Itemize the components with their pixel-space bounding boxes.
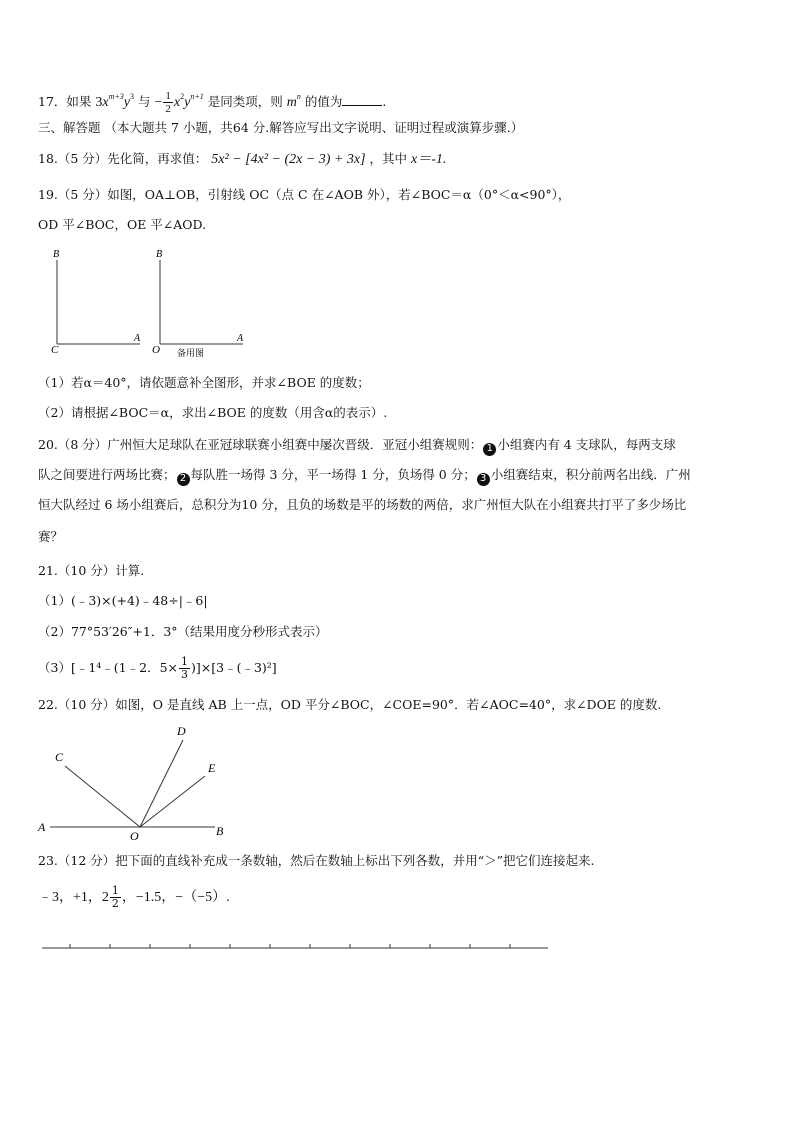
- figure-19: [40, 246, 260, 362]
- condition: x＝-1.: [411, 152, 447, 167]
- term-2: − $\frac{1}{2}$ $x^2y^{n+1}$: [154, 90, 204, 116]
- label-d: D: [177, 724, 186, 738]
- question-20-line-3: 恒大队经过 6 场小组赛后，总积分为10 分，且负的场数是平的场数的两倍，求广州恒大队在小组赛共打平了多少场比: [38, 497, 687, 512]
- label-a: A: [38, 820, 46, 834]
- question-20-line-2: 队之间要进行两场比赛； 2 每队胜一场得 3 分，平一场得 1 分，负场得 0 分； 3 小组赛结束，积分前两名出线．广州: [38, 467, 691, 484]
- label-a-2: A: [237, 333, 244, 344]
- question-19-line-2: OD 平∠BOC，OE 平∠AOD.: [38, 217, 207, 232]
- question-20-line-4: 赛？: [38, 529, 64, 544]
- label-e: E: [208, 761, 216, 775]
- label-o: O: [130, 829, 139, 840]
- question-23: 23.（12 分）把下面的直线补充成一条数轴，然后在数轴上标出下列各数，并用“＞”把它们连接起来.: [38, 853, 595, 868]
- label-b: B: [216, 824, 224, 838]
- expression: 5x² − [4x² − (2x − 3) + 3x]: [211, 152, 366, 167]
- circled-number-3-icon: 3: [477, 473, 490, 486]
- question-22: 22.（10 分）如图，O 是直线 AB 上一点，OD 平分∠BOC，∠COE=90°．若∠AOC=40°，求∠DOE 的度数.: [38, 697, 662, 712]
- question-17: 17．如果 $3x^{m+3}y^3$ 与 − $\frac{1}{2}$ $x^2y^{n+1}$ 是同类项，则 $m^n$ 的值为 .: [38, 90, 387, 116]
- label-b-1: B: [53, 249, 60, 260]
- fraction: $\frac{1}{2}$: [111, 884, 119, 910]
- question-21-sub-3: （3）[﹣1⁴﹣(1﹣2．5× $\frac{1}{3}$ )]×[3﹣(﹣3)²]: [38, 655, 277, 681]
- question-21-sub-1: （1）(﹣3)×(+4)﹣48÷|﹣6|: [38, 593, 208, 608]
- question-20-line-1: 20.（8 分）广州恒大足球队在亚冠球联赛小组赛中屡次晋级．亚冠小组赛规则： 1 小组赛内有 4 支球队，每两支球: [38, 437, 676, 454]
- number-line-ticks: [70, 944, 510, 948]
- section-heading: 三、解答题 （本大题共 7 小题，共64 分.解答应写出文字说明、证明过程或演算步骤.）: [38, 120, 524, 135]
- circled-number-1-icon: 1: [483, 443, 496, 456]
- ray-od: [140, 740, 183, 827]
- question-21-title: 21.（10 分）计算.: [38, 563, 145, 578]
- question-19-sub-1: （1）若α＝40°，请依题意补全图形，并求∠BOE 的度数；: [38, 375, 370, 390]
- fraction: $\frac{1}{2}$: [165, 90, 171, 116]
- label-b-2: B: [156, 249, 163, 260]
- answer-blank[interactable]: [342, 93, 382, 106]
- fraction: $\frac{1}{3}$: [181, 655, 189, 681]
- number-line[interactable]: [40, 938, 552, 954]
- question-18: 18.（5 分）先化简，再求值： 5x² − [4x² − (2x − 3) + 3x] ，其中 x＝-1.: [38, 151, 447, 167]
- question-23-numbers: ﹣3，+1，2 $\frac{1}{2}$ ，−1.5，−（−5）.: [38, 884, 230, 910]
- figure-22: [30, 720, 240, 840]
- label-c: C: [55, 750, 64, 764]
- ray-oe: [140, 776, 205, 827]
- question-19-sub-2: （2）请根据∠BOC＝α，求出∠BOE 的度数（用含α的表示）.: [38, 405, 388, 420]
- label-o-2: O: [152, 344, 160, 356]
- label-a-1: A: [134, 333, 141, 344]
- circled-number-2-icon: 2: [177, 473, 190, 486]
- question-19-line-1: 19.（5 分）如图，OA⊥OB，引射线 OC（点 C 在∠AOB 外），若∠BOC＝α（0°＜α<90°），: [38, 187, 571, 202]
- label-c-1: C: [51, 344, 59, 356]
- question-21-sub-2: （2）77°53′26″+1．3°（结果用度分秒形式表示）: [38, 624, 328, 639]
- backup-figure-caption: 备用图: [177, 349, 205, 359]
- term-1: $3x^{m+3}y^3$: [95, 92, 135, 110]
- ray-oc: [65, 766, 140, 827]
